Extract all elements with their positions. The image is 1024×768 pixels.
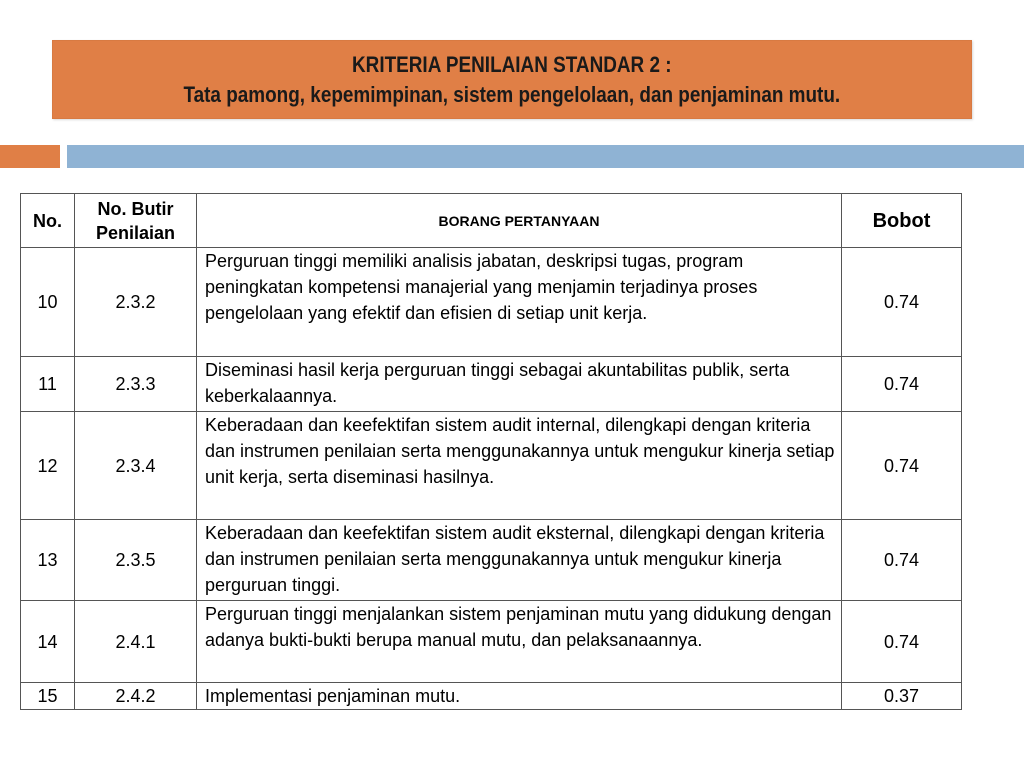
table-row	[21, 683, 962, 710]
row-butir: 2.4.2	[75, 683, 197, 710]
row-question: Keberadaan dan keefektifan sistem audit internal, dilengkapi dengan kriteria dan instrumen penilaian serta menggunakannya untuk mengukur kinerja setiap unit kerja, serta diseminasi hasilnya.	[197, 412, 842, 520]
row-butir: 2.3.4	[75, 412, 197, 520]
row-bobot: 0.37	[842, 683, 962, 710]
row-bobot: 0.74	[842, 357, 962, 412]
row-no: 10	[21, 248, 75, 357]
table-row	[21, 357, 962, 412]
row-butir: 2.4.1	[75, 601, 197, 683]
row-question: Perguruan tinggi memiliki analisis jabatan, deskripsi tugas, program peningkatan kompetensi manajerial yang menjamin terjadinya proses pengelolaan yang efektif dan efisien di setiap unit kerja.	[197, 248, 842, 357]
slide-title: KRITERIA PENILAIAN STANDAR 2 :	[352, 51, 672, 77]
table-row	[21, 601, 962, 683]
row-question: Perguruan tinggi menjalankan sistem penjaminan mutu yang didukung dengan adanya bukti-bukti berupa manual mutu, dan pelaksanaannya.	[197, 601, 842, 683]
row-butir: 2.3.5	[75, 520, 197, 601]
row-no: 15	[21, 683, 75, 710]
row-bobot: 0.74	[842, 248, 962, 357]
decorative-blue-bar	[67, 145, 1024, 168]
criteria-table	[20, 193, 962, 710]
row-no: 14	[21, 601, 75, 683]
slide-subtitle: Tata pamong, kepemimpinan, sistem pengelolaan, dan penjaminan mutu.	[183, 81, 841, 107]
row-no: 11	[21, 357, 75, 412]
row-butir: 2.3.2	[75, 248, 197, 357]
row-bobot: 0.74	[842, 412, 962, 520]
row-no: 13	[21, 520, 75, 601]
row-question: Keberadaan dan keefektifan sistem audit eksternal, dilengkapi dengan kriteria dan instrumen penilaian serta menggunakannya untuk mengukur kinerja perguruan tinggi.	[197, 520, 842, 601]
table-header-row	[21, 194, 962, 248]
header-bobot: Bobot	[842, 194, 962, 248]
row-question: Implementasi penjaminan mutu.	[197, 683, 842, 710]
table-row	[21, 520, 962, 601]
decorative-orange-bar	[0, 145, 60, 168]
table-row	[21, 412, 962, 520]
header-butir-penilaian: No. Butir Penilaian	[75, 194, 197, 248]
table-viewport	[0, 193, 1024, 713]
row-bobot: 0.74	[842, 520, 962, 601]
row-no: 12	[21, 412, 75, 520]
row-butir: 2.3.3	[75, 357, 197, 412]
row-question: Diseminasi hasil kerja perguruan tinggi sebagai akuntabilitas publik, serta keberkalaannya.	[197, 357, 842, 412]
table-row	[21, 248, 962, 357]
row-bobot: 0.74	[842, 601, 962, 683]
slide-title-box	[52, 40, 972, 119]
header-no: No.	[21, 194, 75, 248]
header-borang-pertanyaan: BORANG PERTANYAAN	[197, 194, 842, 248]
